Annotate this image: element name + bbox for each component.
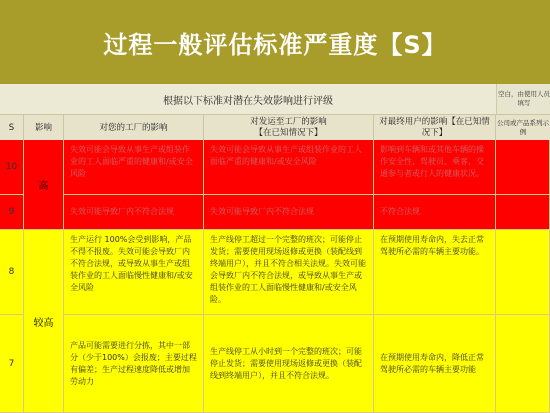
column-ship-effect: 对发运至工厂的影响 【在已知情况下】 <box>204 115 374 141</box>
table-row <box>0 195 550 230</box>
column-example: 公司或产品系列示例 <box>497 119 549 136</box>
severity-value: 8 <box>0 230 24 315</box>
plant-effect: 失效可能会导致从事生产或组装作业的工人面临严重的健康和/或安全风险 <box>64 140 204 195</box>
criteria-header <box>0 84 550 114</box>
column-user-effect: 对最终用户的影响【在已知情况下】 <box>374 115 496 141</box>
user-effect: 在预期使用寿命内，失去正常驾驶所必需的车辆主要功能。 <box>374 230 496 315</box>
ship-effect: 失效可能导致厂内不符合法规 <box>204 195 374 230</box>
example-cell <box>496 140 550 195</box>
column-header-row <box>0 114 550 142</box>
ship-effect: 失效可能会导致从事生产或组装作业的工人面临严重的健康和/或安全风险 <box>204 140 374 195</box>
table-row <box>0 315 550 413</box>
user-fill-note: 空白，由使用人员填写 <box>496 84 550 114</box>
page-title: 过程一般评估标准严重度【S】 <box>0 0 550 84</box>
plant-effect: 失效可能导致厂内不符合法规 <box>64 195 204 230</box>
table-row <box>0 230 550 315</box>
column-plant-effect: 对您的工厂的影响 <box>64 115 204 141</box>
column-effect: 影响 <box>24 115 64 141</box>
table-row <box>0 140 550 195</box>
ship-effect: 生产线停工超过一个完整的班次；可能停止发货；需要使用现场返修或更换（装配线到终端用户），并且不符合相关法规。失效可能会导致厂内不符合法规，或导致从事生产或组装作业的工人面临慢性健康和/或安全风险。 <box>204 230 374 315</box>
severity-value: 7 <box>0 315 24 413</box>
example-cell <box>496 315 550 413</box>
criteria-description: 根据以下标准对潜在失效影响进行评级 <box>0 84 496 114</box>
level-high: 高 <box>24 140 64 230</box>
example-cell <box>496 230 550 315</box>
example-cell <box>496 195 550 230</box>
severity-value: 9 <box>0 195 24 230</box>
severity-value: 10 <box>0 140 24 195</box>
plant-effect: 产品可能需要进行分拣，其中一部分（少于100%）会报废；主要过程有偏差；生产过程速度降低或增加劳动力 <box>64 315 204 413</box>
ship-effect: 生产线停工从小时到一个完整的班次；可能停止发货；需要使用现场返修或更换（装配线到终端用户），并且不符合法规。 <box>204 315 374 413</box>
level-medium-high: 较高 <box>24 230 64 413</box>
user-effect: 影响到车辆和或其他车辆的操作安全性、驾驶员、乘客、交通参与者或行人的健康状况。 <box>374 140 496 195</box>
column-s: S <box>0 115 24 141</box>
user-effect: 不符合法规 <box>374 195 496 230</box>
plant-effect: 生产运行 100%会受到影响，产品不得不报废。失效可能会导致厂内不符合法规，或导致从事生产或组装作业的工人面临慢性健康和/或安全风险 <box>64 230 204 315</box>
user-effect: 在预期使用寿命内，降低正常驾驶所必需的车辆主要功能 <box>374 315 496 413</box>
